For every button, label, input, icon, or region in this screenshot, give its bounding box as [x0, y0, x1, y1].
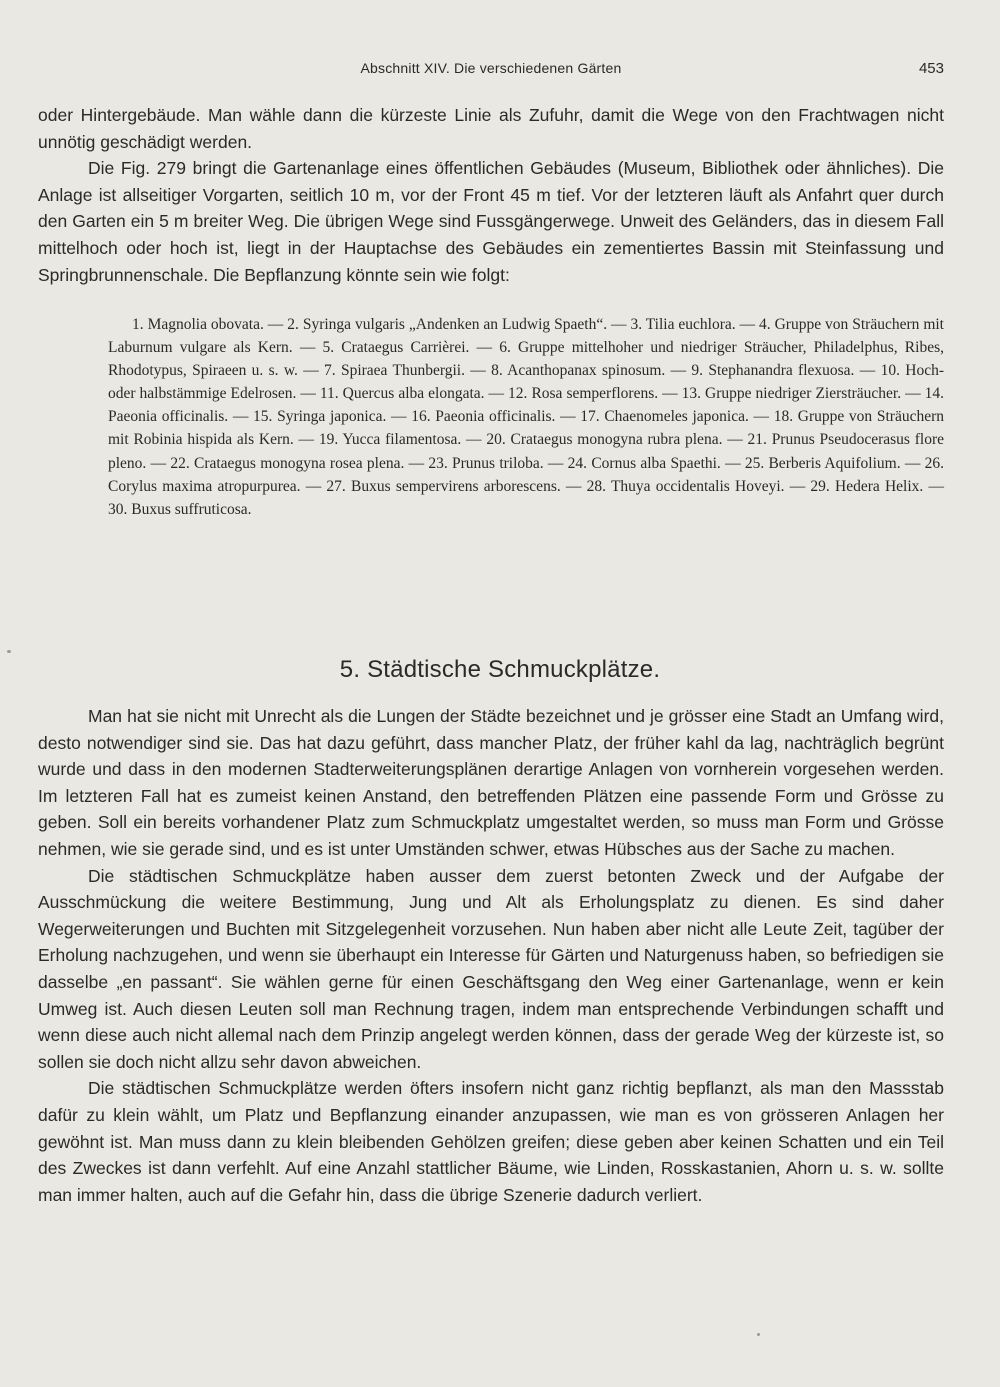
- paragraph-continued: oder Hintergebäude. Man wähle dann die kürzeste Linie als Zufuhr, damit die Wege von den Frachtwagen nicht unnötig geschädigt werden.: [38, 105, 944, 152]
- paper-speck: [757, 1333, 760, 1336]
- top-text-block: [38, 102, 944, 288]
- section-paragraph: Die städtischen Schmuckplätze haben ausser dem zuerst betonten Zweck und der Aufgabe der Ausschmückung die weitere Bestimmung, Jung und Alt als Erholungsplatz zu dienen. Es sind daher Wegerweiterungen und Buchten mit Sitzgelegenheit vorzusehen. Nun haben aber nicht alle Leute Zeit, tagüber der Erholung nachzugehen, und wenn sie überhaupt ein Interesse für Gärten und Naturgenuss haben, so befriedigen sie dasselbe „en passant“. Sie wählen gerne für einen Geschäftsgang den Weg einer Gartenanlage, wenn er kein Umweg ist. Auch diesen Leuten soll man Rechnung tragen, indem man entsprechende Verbindungen schafft und wenn diese auch nicht allemal nach dem Prinzip angelegt werden können, dass der gerade Weg der kürzeste ist, so sollen sie doch nicht allzu sehr davon abweichen.: [38, 865, 944, 1072]
- running-head: [38, 60, 944, 82]
- planting-list: [108, 313, 944, 521]
- page-number: 453: [918, 60, 944, 77]
- planting-list-text: 1. Magnolia obovata. — 2. Syringa vulgaris „Andenken an Ludwig Spaeth“. — 3. Tilia euchlora. — 4. Gruppe von Sträuchern mit Laburnum vulgare als Kern. — 5. Crataegus Carrièrei. — 6. Gruppe mittelhoher und niedriger Sträucher, Philadelphus, Ribes, Rhodotypus, Spiraeen u. s. w. — 7. Spiraea Thunbergii. — 8. Acanthopanax spinosum. — 9. Stephanandra flexuosa. — 10. Hoch- oder halbstämmige Edelrosen. — 11. Quercus alba elongata. — 12. Rosa semperflorens. — 13. Gruppe niedriger Ziersträucher. — 14. Paeonia officinalis. — 15. Syringa japonica. — 16. Paeonia officinalis. — 17. Chaenomeles japonica. — 18. Gruppe von Sträuchern mit Robinia hispida als Kern. — 19. Yucca filamentosa. — 20. Crataegus monogyna rubra plena. — 21. Prunus Pseudocerasus flore pleno. — 22. Crataegus monogyna rosea plena. — 23. Prunus triloba. — 24. Cornus alba Spaethi. — 25. Berberis Aquifolium. — 26. Corylus maxima atropurpurea. — 27. Buxus sempervirens arborescens. — 28. Thuya occidentalis Hoveyi. — 29. Hedera Helix. — 30. Buxus suffruticosa.: [108, 316, 944, 518]
- running-title: Abschnitt XIV. Die verschiedenen Gärten: [360, 60, 622, 76]
- section-paragraph: Die städtischen Schmuckplätze werden öfters insofern nicht ganz richtig bepflanzt, als man den Massstab dafür zu klein wählt, um Platz und Bepflanzung einander anzupassen, wie man es von grösseren Anlagen her gewöhnt ist. Man muss dann zu klein bleibenden Gehölzen greifen; diese geben aber keinen Schatten und ein Teil des Zweckes ist dann verfehlt. Auf eine Anzahl stattlicher Bäume, wie Linden, Rosskastanien, Ahorn u. s. w. sollte man immer halten, auch auf die Gefahr hin, dass die übrige Szenerie dadurch verliert.: [38, 1078, 944, 1205]
- section-heading: 5. Städtische Schmuckplätze.: [339, 656, 661, 683]
- section-text-block: [38, 703, 944, 1208]
- paper-speck: [7, 650, 11, 653]
- section-paragraph: Man hat sie nicht mit Unrecht als die Lungen der Städte bezeichnet und je grösser eine Stadt an Umfang wird, desto notwendiger sind sie. Das hat dazu geführt, dass mancher Platz, der früher kahl da lag, nachträglich begrünt wurde und dass in den modernen Stadterweiterungsplänen derartige Anlagen von vornherein vorgesehen werden. Im letzteren Fall hat es zumeist keinen Anstand, den betreffenden Plätzen eine passende Form und Grösse zu geben. Soll ein bereits vorhandener Platz zum Schmuckplatz umgestaltet werden, so muss man Form und Grösse nehmen, wie sie gerade sind, und es ist unter Umständen schwer, etwas Hübsches aus der Sache zu machen.: [38, 706, 944, 859]
- paragraph-fig-279: Die Fig. 279 bringt die Gartenanlage eines öffentlichen Gebäudes (Museum, Bibliothek oder ähnliches). Die Anlage ist allseitiger Vorgarten, seitlich 10 m, vor der Front 45 m tief. Vor der letzteren läuft als Anfahrt quer durch den Garten ein 5 m breiter Weg. Die übrigen Wege sind Fussgängerwege. Unweit des Geländers, das in diesem Fall mittelhoch oder hoch ist, liegt in der Hauptachse des Gebäudes ein zementiertes Bassin mit Steinfassung und Springbrunnenschale. Die Bepflanzung könnte sein wie folgt:: [38, 158, 944, 285]
